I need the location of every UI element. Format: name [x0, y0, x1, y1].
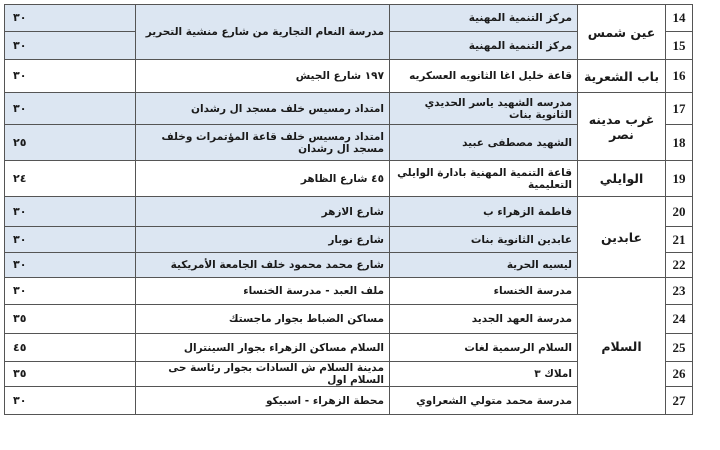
- schools-table: [4, 4, 693, 415]
- table-row: [5, 5, 693, 32]
- address-cell: ٤٥ شارع الظاهر: [136, 161, 390, 197]
- address-cell: شارع محمد محمود خلف الجامعة الأمريكية: [136, 253, 390, 278]
- address-cell: السلام مساكن الزهراء بجوار السينترال: [136, 334, 390, 362]
- row-number: 22: [666, 253, 693, 278]
- address-cell: امتداد رمسيس خلف مسجد ال رشدان: [136, 93, 390, 125]
- row-number: 15: [666, 32, 693, 60]
- row-number: 16: [666, 60, 693, 93]
- address-cell: مدينة السلام ش السادات بجوار رئاسة حى السلام اول: [136, 362, 390, 387]
- capacity-cell: ٣٠: [5, 32, 136, 60]
- table-row: [5, 161, 693, 197]
- capacity-cell: ٣٠: [5, 60, 136, 93]
- row-number: 27: [666, 387, 693, 415]
- row-number: 24: [666, 305, 693, 334]
- capacity-cell: ٣٠: [5, 197, 136, 227]
- capacity-cell: ٣٠: [5, 278, 136, 305]
- capacity-cell: ٣٠: [5, 253, 136, 278]
- area-cell: غرب مدينه نصر: [578, 93, 666, 161]
- location-name: قاعة التنمية المهنية بادارة الوايلي التعليمية: [390, 161, 578, 197]
- capacity-cell: ٣٠: [5, 5, 136, 32]
- location-name: مدرسة الخنساء: [390, 278, 578, 305]
- address-cell: مدرسة النعام التجارية من شارع منشية التحرير: [136, 5, 390, 60]
- capacity-cell: ٣٠: [5, 227, 136, 253]
- address-cell: ملف العبد - مدرسة الخنساء: [136, 278, 390, 305]
- capacity-cell: ٣٥: [5, 305, 136, 334]
- capacity-cell: ٢٥: [5, 125, 136, 161]
- location-name: قاعة خليل اغا الثانويه العسكريه: [390, 60, 578, 93]
- table-row: [5, 60, 693, 93]
- capacity-cell: ٣٠: [5, 93, 136, 125]
- capacity-cell: ٣٥: [5, 362, 136, 387]
- row-number: 26: [666, 362, 693, 387]
- location-name: مدرسة العهد الجديد: [390, 305, 578, 334]
- area-cell: عابدين: [578, 197, 666, 278]
- location-name: املاك ٣: [390, 362, 578, 387]
- row-number: 18: [666, 125, 693, 161]
- location-name: عابدين الثانوية بنات: [390, 227, 578, 253]
- address-cell: شارع الازهر: [136, 197, 390, 227]
- location-name: فاطمة الزهراء ب: [390, 197, 578, 227]
- capacity-cell: ٢٤: [5, 161, 136, 197]
- table-row: [5, 197, 693, 227]
- capacity-cell: ٣٠: [5, 387, 136, 415]
- row-number: 23: [666, 278, 693, 305]
- row-number: 25: [666, 334, 693, 362]
- location-name: مركز التنمية المهنية: [390, 32, 578, 60]
- location-name: مركز التنمية المهنية: [390, 5, 578, 32]
- address-cell: امتداد رمسيس خلف قاعة المؤتمرات وخلف مسجد ال رشدان: [136, 125, 390, 161]
- address-cell: محطة الزهراء - اسبيكو: [136, 387, 390, 415]
- area-cell: عين شمس: [578, 5, 666, 60]
- capacity-cell: ٤٥: [5, 334, 136, 362]
- table-row: [5, 278, 693, 305]
- row-number: 17: [666, 93, 693, 125]
- address-cell: شارع نوبار: [136, 227, 390, 253]
- location-name: السلام الرسمية لغات: [390, 334, 578, 362]
- table-row: [5, 93, 693, 125]
- address-cell: مساكن الضباط بجوار ماجستك: [136, 305, 390, 334]
- row-number: 20: [666, 197, 693, 227]
- location-name: مدرسة محمد متولي الشعراوي: [390, 387, 578, 415]
- address-cell: ١٩٧ شارع الجيش: [136, 60, 390, 93]
- area-cell: الوايلي: [578, 161, 666, 197]
- row-number: 19: [666, 161, 693, 197]
- location-name: مدرسه الشهيد ياسر الحديدي الثانوية بنات: [390, 93, 578, 125]
- location-name: ليسيه الحرية: [390, 253, 578, 278]
- row-number: 14: [666, 5, 693, 32]
- area-cell: باب الشعرية: [578, 60, 666, 93]
- row-number: 21: [666, 227, 693, 253]
- location-name: الشهيد مصطفى عبيد: [390, 125, 578, 161]
- area-cell: السلام: [578, 278, 666, 415]
